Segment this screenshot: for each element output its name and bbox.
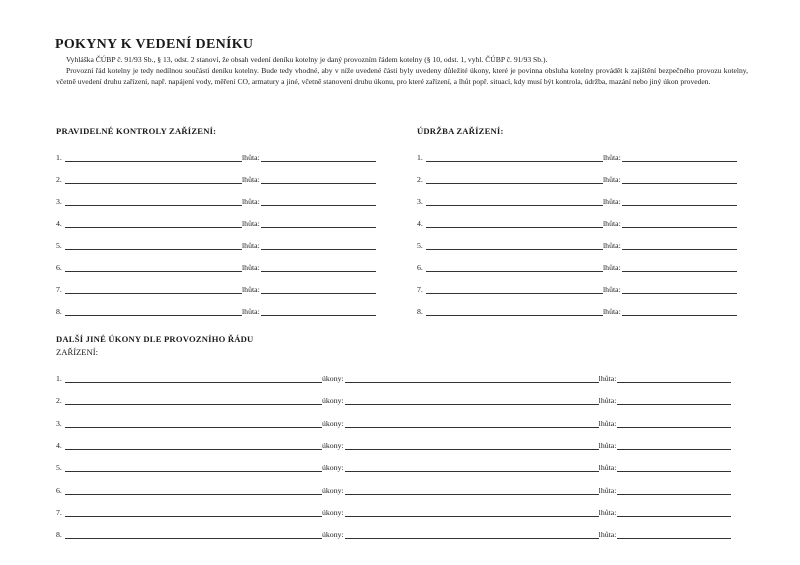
tasks-label: úkony: — [322, 396, 344, 406]
deadline-label: lhůta: — [603, 175, 621, 184]
controls-deadline-line[interactable] — [261, 240, 376, 250]
other-deadline-line[interactable] — [617, 485, 731, 495]
other-equipment-line[interactable] — [65, 373, 322, 383]
maintenance-deadline-line[interactable] — [622, 240, 737, 250]
row-number: 7. — [56, 285, 62, 294]
row-number: 7. — [417, 285, 423, 294]
controls-deadline-line[interactable] — [261, 218, 376, 228]
other-tasks-line[interactable] — [345, 418, 599, 428]
controls-equipment-line[interactable] — [65, 174, 242, 184]
row-number: 7. — [56, 507, 62, 517]
deadline-label: lhůta: — [603, 307, 621, 316]
deadline-label: lhůta: — [603, 285, 621, 294]
row-number: 2. — [56, 396, 62, 406]
row-number: 4. — [56, 219, 62, 228]
other-deadline-line[interactable] — [617, 395, 731, 405]
controls-deadline-line[interactable] — [261, 174, 376, 184]
deadline-label: lhůta: — [603, 219, 621, 228]
maintenance-row — [417, 172, 737, 184]
deadline-label: lhůta: — [598, 440, 617, 450]
maintenance-deadline-line[interactable] — [622, 306, 737, 316]
controls-deadline-line[interactable] — [261, 152, 376, 162]
maintenance-row — [417, 238, 737, 250]
row-number: 2. — [56, 175, 62, 184]
deadline-label: lhůta: — [242, 263, 260, 272]
intro-paragraph-2: Provozní řád kotelny je tedy nedílnou součástí deníku kotelny. Bude tedy vhodné, aby v níže uvedené části byly uvedeny důležité úkony, které je povinna obsluha kotelny provádět k zajištění bezpečného provozu kotelny, včetně uvedení druhu zařízení, např. napájení vody, měření CO, armatury a jiné, včetně stanovení druhu úkonu, pro které zařízení, a lhůt popř. situací, kdy musí být kontrola, údržba, mazání nebo jiný úkon proveden. — [56, 65, 748, 86]
other-equipment-line[interactable] — [65, 418, 322, 428]
maintenance-section-heading: ÚDRŽBA ZAŘÍZENÍ: — [417, 126, 504, 136]
deadline-label: lhůta: — [603, 197, 621, 206]
row-number: 1. — [56, 153, 62, 162]
other-tasks-line[interactable] — [345, 485, 599, 495]
tasks-label: úkony: — [322, 507, 344, 517]
controls-equipment-line[interactable] — [65, 284, 242, 294]
maintenance-equipment-line[interactable] — [426, 218, 603, 228]
other-deadline-line[interactable] — [617, 507, 731, 517]
maintenance-equipment-line[interactable] — [426, 174, 603, 184]
row-number: 6. — [417, 263, 423, 272]
maintenance-equipment-line[interactable] — [426, 152, 603, 162]
deadline-label: lhůta: — [603, 153, 621, 162]
intro-paragraph-1: Vyhláška ČÚBP č. 91/93 Sb., § 13, odst. 2 stanoví, že obsah vedení deníku kotelny je daný provozním řádem kotelny (§ 10, odst. 1, vyhl. ČÚBP č. 91/93 Sb.). — [66, 55, 548, 64]
maintenance-row — [417, 150, 737, 162]
other-deadline-line[interactable] — [617, 440, 731, 450]
controls-section-heading: PRAVIDELNÉ KONTROLY ZAŘÍZENÍ: — [56, 126, 217, 136]
controls-equipment-line[interactable] — [65, 196, 242, 206]
row-number: 6. — [56, 263, 62, 272]
row-number: 3. — [56, 197, 62, 206]
controls-deadline-line[interactable] — [261, 306, 376, 316]
other-task-row — [56, 393, 731, 405]
other-tasks-line[interactable] — [345, 529, 599, 539]
other-deadline-line[interactable] — [617, 462, 731, 472]
deadline-label: lhůta: — [603, 241, 621, 250]
deadline-label: lhůta: — [242, 197, 260, 206]
row-number: 6. — [56, 485, 62, 495]
deadline-label: lhůta: — [598, 396, 617, 406]
equipment-subheading: ZAŘÍZENÍ: — [56, 347, 99, 357]
row-number: 5. — [56, 463, 62, 473]
maintenance-row — [417, 282, 737, 294]
controls-row — [56, 238, 376, 250]
row-number: 2. — [417, 175, 423, 184]
maintenance-row — [417, 260, 737, 272]
other-equipment-line[interactable] — [65, 440, 322, 450]
controls-equipment-line[interactable] — [65, 262, 242, 272]
maintenance-deadline-line[interactable] — [622, 196, 737, 206]
maintenance-deadline-line[interactable] — [622, 284, 737, 294]
other-equipment-line[interactable] — [65, 395, 322, 405]
deadline-label: lhůta: — [242, 285, 260, 294]
deadline-label: lhůta: — [603, 263, 621, 272]
controls-deadline-line[interactable] — [261, 262, 376, 272]
row-number: 3. — [56, 418, 62, 428]
tasks-label: úkony: — [322, 374, 344, 383]
other-tasks-line[interactable] — [345, 462, 599, 472]
deadline-label: lhůta: — [598, 463, 617, 473]
other-tasks-line[interactable] — [345, 440, 599, 450]
other-task-row — [56, 438, 731, 450]
other-equipment-line[interactable] — [65, 507, 322, 517]
tasks-label: úkony: — [322, 418, 344, 428]
other-equipment-line[interactable] — [65, 485, 322, 495]
other-deadline-line[interactable] — [617, 373, 731, 383]
controls-row — [56, 172, 376, 184]
controls-deadline-line[interactable] — [261, 284, 376, 294]
deadline-label: lhůta: — [598, 507, 617, 517]
controls-row — [56, 304, 376, 316]
other-equipment-line[interactable] — [65, 529, 322, 539]
row-number: 5. — [417, 241, 423, 250]
controls-row — [56, 282, 376, 294]
other-tasks-line[interactable] — [345, 395, 599, 405]
deadline-label: lhůta: — [598, 530, 617, 540]
row-number: 4. — [56, 440, 62, 450]
maintenance-equipment-line[interactable] — [426, 262, 603, 272]
other-task-row — [56, 460, 731, 472]
page-title: POKYNY K VEDENÍ DENÍKU — [55, 37, 254, 52]
row-number: 4. — [417, 219, 423, 228]
controls-equipment-line[interactable] — [65, 306, 242, 316]
maintenance-deadline-line[interactable] — [622, 262, 737, 272]
other-task-row — [56, 371, 731, 383]
row-number: 8. — [56, 307, 62, 316]
maintenance-equipment-line[interactable] — [426, 240, 603, 250]
controls-equipment-line[interactable] — [65, 152, 242, 162]
tasks-label: úkony: — [322, 463, 344, 473]
maintenance-deadline-line[interactable] — [622, 152, 737, 162]
maintenance-equipment-line[interactable] — [426, 196, 603, 206]
other-tasks-line[interactable] — [345, 507, 599, 517]
row-number: 1. — [56, 374, 62, 383]
deadline-label: lhůta: — [598, 418, 617, 428]
controls-row — [56, 216, 376, 228]
maintenance-equipment-line[interactable] — [426, 306, 603, 316]
row-number: 8. — [417, 307, 423, 316]
row-number: 1. — [417, 153, 423, 162]
intro-text — [56, 55, 748, 87]
deadline-label: lhůta: — [242, 153, 260, 162]
other-deadline-line[interactable] — [617, 529, 731, 539]
maintenance-equipment-line[interactable] — [426, 284, 603, 294]
other-task-row — [56, 527, 731, 539]
controls-deadline-line[interactable] — [261, 196, 376, 206]
deadline-label: lhůta: — [242, 307, 260, 316]
tasks-label: úkony: — [322, 530, 344, 540]
deadline-label: lhůta: — [598, 485, 617, 495]
row-number: 8. — [56, 530, 62, 540]
other-task-row — [56, 505, 731, 517]
other-tasks-section-heading: DALŠÍ JINÉ ÚKONY DLE PROVOZNÍHO ŘÁDU — [56, 334, 254, 344]
other-task-row — [56, 483, 731, 495]
tasks-label: úkony: — [322, 440, 344, 450]
controls-equipment-line[interactable] — [65, 218, 242, 228]
other-deadline-line[interactable] — [617, 418, 731, 428]
deadline-label: lhůta: — [242, 241, 260, 250]
deadline-label: lhůta: — [598, 374, 617, 383]
other-task-row — [56, 416, 731, 428]
other-equipment-line[interactable] — [65, 462, 322, 472]
maintenance-row — [417, 194, 737, 206]
controls-row — [56, 194, 376, 206]
controls-row — [56, 260, 376, 272]
other-tasks-line[interactable] — [345, 373, 599, 383]
maintenance-row — [417, 304, 737, 316]
tasks-label: úkony: — [322, 485, 344, 495]
deadline-label: lhůta: — [242, 219, 260, 228]
maintenance-deadline-line[interactable] — [622, 218, 737, 228]
maintenance-deadline-line[interactable] — [622, 174, 737, 184]
controls-equipment-line[interactable] — [65, 240, 242, 250]
controls-row — [56, 150, 376, 162]
row-number: 5. — [56, 241, 62, 250]
maintenance-row — [417, 216, 737, 228]
row-number: 3. — [417, 197, 423, 206]
deadline-label: lhůta: — [242, 175, 260, 184]
